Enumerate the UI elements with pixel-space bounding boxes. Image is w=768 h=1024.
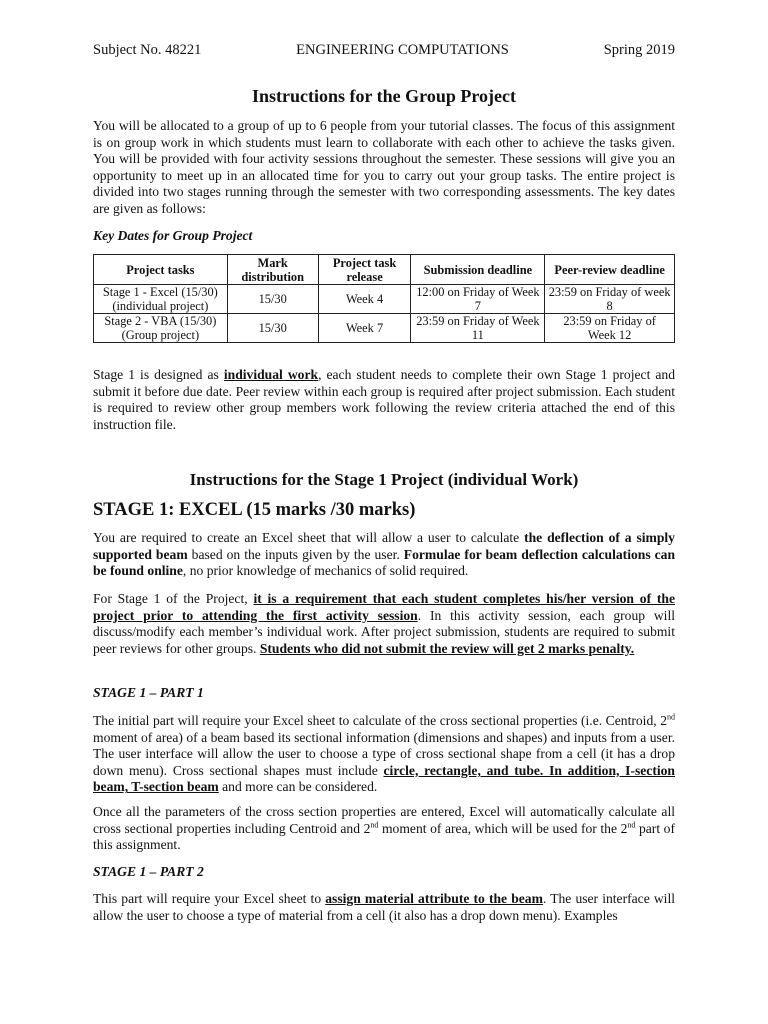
stage1-paragraph-2 [93,591,675,657]
table-caption: Key Dates for Group Project [93,228,253,243]
table-cell: 23:59 on Friday of week 8 [545,285,675,314]
table-header-cell: Project task release [318,255,411,285]
table-cell: 12:00 on Friday of Week 7 [411,285,545,314]
part1-paragraph-2 [93,804,675,854]
stage1-note-paragraph [93,367,675,433]
course-title: ENGINEERING COMPUTATIONS [296,42,509,58]
text-run: , no prior knowledge of mechanics of solid required. [182,563,469,579]
text-run: , each student needs to complete their own Stage 1 project and submit it before due date. Peer review within each group is required after project submission. Each student is required to review other group members work following the review criteria attached the end of this instruction file. [93,367,675,432]
superscript: nd [370,820,379,830]
table-cell: 23:59 on Friday of Week 11 [411,314,545,343]
table-cell: 23:59 on Friday of Week 12 [545,314,675,343]
emphasis-shapes: circle, rectangle, and tube. In addition, I-section beam, T-section beam [93,762,675,795]
text-run: This part will require your Excel sheet to [93,891,326,906]
text-run: . In this activity session, each group will discuss/modify each member’s individual work. After project submission, students are required to submit peer reviews for other groups. [93,607,675,656]
table-header-row [94,255,675,285]
table-header-cell: Submission deadline [411,255,545,285]
superscript: nd [627,820,636,830]
term: Spring 2019 [603,42,675,58]
part1-paragraph-1 [93,713,675,796]
table-cell: 15/30 [227,285,318,314]
emphasis-material: assign material attribute to the beam [325,891,543,906]
stage1-paragraph-1 [93,530,675,580]
text-run: . The user interface will allow the user to choose a type of material from a cell (it also has a drop down menu). Examples [93,891,676,923]
key-dates-table [93,254,675,343]
table-header-cell: Peer-review deadline [545,255,675,285]
text-run: For Stage 1 of the Project, [93,591,254,606]
part2-paragraph-1 [93,891,675,924]
text-run: and more can be considered. [218,779,378,795]
text-run: moment of area) of a beam based its sectional information (dimensions and shapes) and inputs from a user. The user interface will allow the user to choose a type of cross sectional shape from a cell (it has a drop down menu). Cross sectional shapes must include [93,729,675,778]
superscript: nd [667,712,675,722]
table-header-cell: Project tasks [94,255,228,285]
emphasis-penalty: Students who did not submit the review will get 2 marks penalty. [259,640,635,656]
table-cell: Stage 2 - VBA (15/30) (Group project) [94,314,228,343]
page-header [93,42,675,59]
part2-heading: STAGE 1 – PART 2 [93,864,204,879]
text-run: based on the inputs given by the user. [187,546,404,562]
intro-paragraph: You will be allocated to a group of up to 6 people from your tutorial classes. The focus of this assignment is on group work in which students must learn to collaborate with each other to achieve the tasks given. You will be provided with four activity sessions throughout the semester. These sessions will give you an opportunity to meet up in an allocated time for you to carry out your group tasks. The entire project is divided into two stages running through the semester with two corresponding assessments. The key dates are given as follows: [93,118,675,216]
table-cell: Week 4 [318,285,411,314]
text-run: moment of area, which will be used for the 2 [378,820,628,836]
part1-heading: STAGE 1 – PART 1 [93,685,204,700]
emphasis-requirement: it is a requirement that each student completes his/her version of the project prior to attending the first activity session [93,591,676,623]
text-run: The initial part will require your Excel sheet to calculate of the cross sectional properties (i.e. Centroid, 2 [93,713,667,728]
table-cell: Stage 1 - Excel (15/30) (individual project) [94,285,228,314]
text-run: Stage 1 is designed as [93,367,224,382]
text-run: part of this assignment. [93,820,675,853]
text-run: You are required to create an Excel sheet that will allow a user to calculate [93,530,525,545]
text-run: Once all the parameters of the cross section properties are entered, Excel will automatically calculate all cross sectional properties including Centroid and 2 [93,804,675,836]
table-cell: Week 7 [318,314,411,343]
emphasis-text: the deflection of a simply supported beam [93,530,675,562]
document-title: Instructions for the Group Project [252,86,516,106]
emphasis-individual-work: individual work [223,367,319,382]
emphasis-text: Formulae for beam deflection calculations can be found online [93,546,676,579]
table-cell: 15/30 [227,314,318,343]
section-title: Instructions for the Stage 1 Project (individual Work) [189,470,579,489]
table-row [94,285,675,314]
table-row [94,314,675,343]
table-header-cell: Mark distribution [227,255,318,285]
stage-heading: STAGE 1: EXCEL (15 marks /30 marks) [93,500,416,520]
subject-number: Subject No. 48221 [93,42,202,58]
